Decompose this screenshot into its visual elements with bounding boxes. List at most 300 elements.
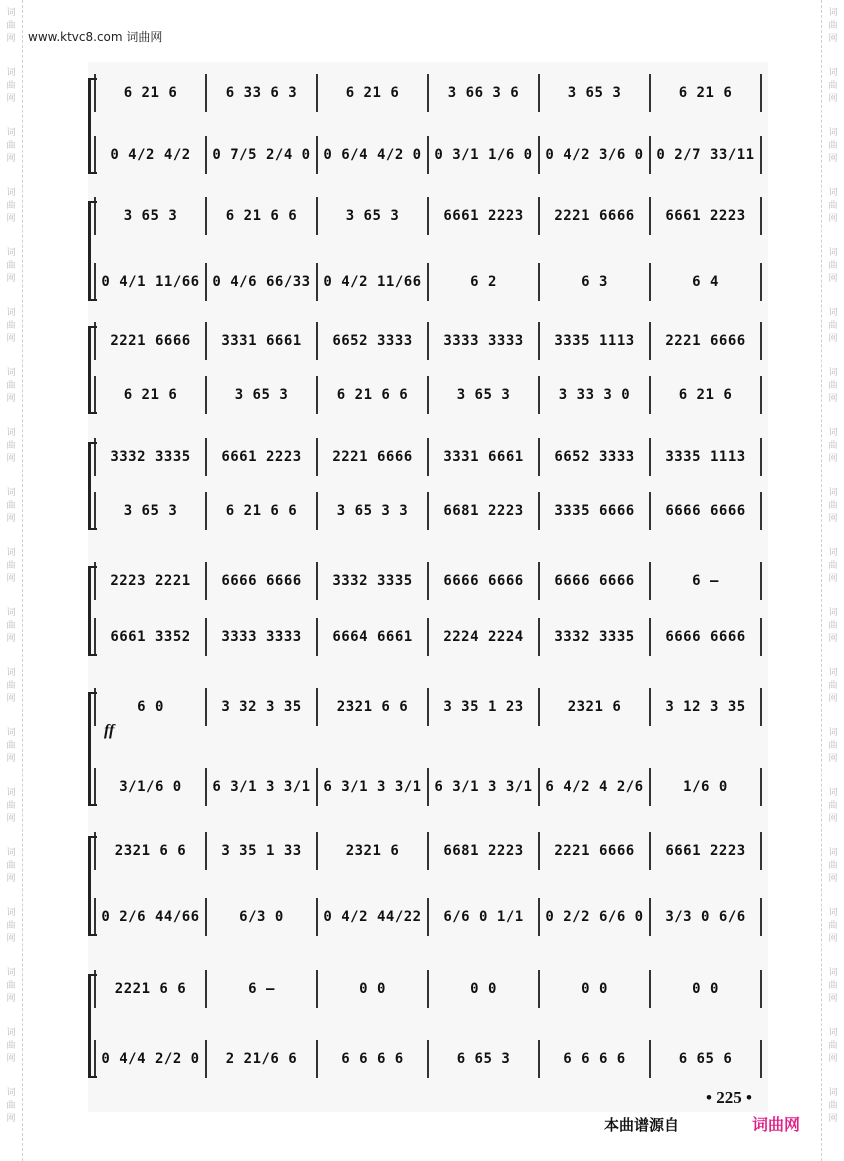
- measure-notes: 6 6 6 6: [563, 1051, 626, 1067]
- measure: [429, 562, 540, 600]
- measure: [651, 136, 762, 174]
- watermark-char: 曲: [6, 741, 16, 751]
- watermark-char: 词: [828, 1028, 838, 1038]
- right-watermark-strip: [821, 0, 844, 1161]
- watermark-char: 词: [6, 8, 16, 18]
- site-url: www.ktvc8.com 词曲网: [28, 30, 163, 44]
- watermark-char: 网: [828, 154, 838, 164]
- watermark-char: 词: [828, 428, 838, 438]
- measure: [651, 197, 762, 235]
- watermark-char: 词: [6, 548, 16, 558]
- watermark-char: 网: [6, 214, 16, 224]
- measure-notes: 2221 6666: [110, 333, 191, 349]
- watermark-char: 曲: [828, 1041, 838, 1051]
- measure: [318, 136, 429, 174]
- measure: [318, 970, 429, 1008]
- watermark-char: 曲: [828, 201, 838, 211]
- watermark-char: 曲: [6, 441, 16, 451]
- watermark-char: 词: [6, 128, 16, 138]
- system-bracket: [88, 326, 97, 414]
- watermark-char: 网: [6, 34, 16, 44]
- watermark-char: 词: [828, 188, 838, 198]
- measure-notes: 2321 6: [567, 699, 622, 715]
- measure-notes: 6681 2223: [443, 843, 524, 859]
- watermark-char: 词: [6, 308, 16, 318]
- watermark-char: 网: [6, 934, 16, 944]
- measure-notes: 6681 2223: [443, 503, 524, 519]
- measure: [318, 688, 429, 726]
- watermark-char: 曲: [828, 441, 838, 451]
- measure: [540, 618, 651, 656]
- watermark-char: 网: [6, 574, 16, 584]
- watermark-char: 网: [828, 1114, 838, 1124]
- measure: [540, 688, 651, 726]
- measure: [207, 768, 318, 806]
- measure-notes: 6664 6661: [332, 629, 413, 645]
- measure: [651, 263, 762, 301]
- watermark-char: 网: [6, 874, 16, 884]
- measure-notes: 6 6 6 6: [341, 1051, 404, 1067]
- measure-notes: 6 21 6: [123, 85, 178, 101]
- measure: [429, 136, 540, 174]
- watermark-char: 网: [828, 1054, 838, 1064]
- measure: [429, 438, 540, 476]
- measure: [207, 492, 318, 530]
- measure: [540, 970, 651, 1008]
- measure-notes: 0 0: [470, 981, 497, 997]
- watermark-char: 网: [828, 214, 838, 224]
- staff-upper-3: [94, 322, 762, 360]
- watermark-char: 曲: [6, 561, 16, 571]
- measure: [429, 1040, 540, 1078]
- measure-notes: 2221 6666: [554, 843, 635, 859]
- system-bracket: [88, 442, 97, 530]
- watermark-char: 词: [6, 968, 16, 978]
- measure-notes: 2221 6 6: [114, 981, 187, 997]
- watermark-char: 曲: [6, 621, 16, 631]
- watermark-char: 曲: [6, 81, 16, 91]
- measure-notes: 0 4/2 3/6 0: [545, 147, 644, 163]
- watermark-char: 词: [6, 368, 16, 378]
- measure: [207, 832, 318, 870]
- staff-lower-1: [94, 136, 762, 174]
- watermark-char: 曲: [6, 321, 16, 331]
- measure-notes: 3335 1113: [665, 449, 746, 465]
- staff-upper-2: [94, 197, 762, 235]
- measure: [94, 832, 207, 870]
- watermark-char: 词: [828, 608, 838, 618]
- measure: [540, 74, 651, 112]
- measure-notes: 0 7/5 2/4 0: [212, 147, 311, 163]
- watermark-char: 曲: [828, 741, 838, 751]
- measure-notes: 6 21 6: [123, 387, 178, 403]
- system-bracket: [88, 201, 97, 301]
- measure-notes: 6 3/1 3 3/1: [323, 779, 422, 795]
- measure: [540, 1040, 651, 1078]
- measure-notes: 3/3 0 6/6: [665, 909, 746, 925]
- measure-notes: 6 65 6: [678, 1051, 733, 1067]
- measure: [429, 618, 540, 656]
- measure-notes: 2321 6 6: [114, 843, 187, 859]
- watermark-char: 词: [6, 848, 16, 858]
- staff-lower-5: [94, 618, 762, 656]
- measure-notes: 3 65 3: [234, 387, 289, 403]
- watermark-char: 曲: [828, 501, 838, 511]
- watermark-char: 曲: [828, 381, 838, 391]
- measure: [94, 74, 207, 112]
- measure-notes: 3 35 1 23: [443, 699, 524, 715]
- watermark-char: 曲: [6, 801, 16, 811]
- measure-notes: 3335 1113: [554, 333, 635, 349]
- measure-notes: 0 4/1 11/66: [101, 274, 200, 290]
- watermark-char: 曲: [828, 561, 838, 571]
- measure: [94, 263, 207, 301]
- measure: [318, 197, 429, 235]
- staff-upper-8: [94, 970, 762, 1008]
- measure-notes: 6 21 6: [345, 85, 400, 101]
- measure-notes: 6 21 6 6: [225, 208, 298, 224]
- measure: [540, 136, 651, 174]
- measure-notes: 6 21 6: [678, 85, 733, 101]
- measure: [318, 322, 429, 360]
- measure-notes: 6 33 6 3: [225, 85, 298, 101]
- measure: [429, 688, 540, 726]
- measure: [429, 768, 540, 806]
- watermark-char: 曲: [6, 21, 16, 31]
- measure-notes: 3 35 1 33: [221, 843, 302, 859]
- watermark-char: 词: [6, 1028, 16, 1038]
- measure: [207, 898, 318, 936]
- staff-upper-6: [94, 688, 762, 726]
- watermark-char: 词: [828, 1088, 838, 1098]
- measure-notes: 6666 6666: [221, 573, 302, 589]
- measure-notes: 6 –: [692, 573, 719, 589]
- measure-notes: 6/6 0 1/1: [443, 909, 524, 925]
- page-number: • 225 •: [706, 1088, 752, 1107]
- watermark-char: 曲: [6, 1101, 16, 1111]
- measure: [540, 376, 651, 414]
- measure-notes: 0 4/2 4/2: [110, 147, 191, 163]
- watermark-char: 曲: [6, 141, 16, 151]
- watermark-char: 网: [828, 34, 838, 44]
- measure-notes: 0 6/4 4/2 0: [323, 147, 422, 163]
- watermark-char: 网: [6, 634, 16, 644]
- measure: [429, 492, 540, 530]
- watermark-char: 词: [6, 488, 16, 498]
- measure-notes: 6666 6666: [665, 629, 746, 645]
- measure: [207, 1040, 318, 1078]
- watermark-char: 曲: [828, 321, 838, 331]
- measure-notes: 3/1/6 0: [119, 779, 182, 795]
- measure-notes: 3 66 3 6: [447, 85, 520, 101]
- watermark-char: 词: [6, 788, 16, 798]
- measure: [207, 688, 318, 726]
- watermark-char: 曲: [6, 381, 16, 391]
- measure: [94, 197, 207, 235]
- watermark-char: 词: [828, 248, 838, 258]
- measure-notes: 3331 6661: [221, 333, 302, 349]
- watermark-char: 网: [828, 814, 838, 824]
- watermark-char: 词: [828, 68, 838, 78]
- measure-notes: 3 32 3 35: [221, 699, 302, 715]
- measure: [429, 376, 540, 414]
- watermark-char: 词: [828, 548, 838, 558]
- watermark-char: 词: [828, 848, 838, 858]
- measure: [94, 562, 207, 600]
- measure-notes: 1/6 0: [683, 779, 728, 795]
- staff-lower-6: [94, 768, 762, 806]
- watermark-char: 曲: [828, 861, 838, 871]
- watermark-char: 词: [6, 728, 16, 738]
- measure: [429, 197, 540, 235]
- measure: [429, 322, 540, 360]
- measure-notes: 6661 3352: [110, 629, 191, 645]
- measure: [207, 197, 318, 235]
- staff-lower-2: [94, 263, 762, 301]
- measure-notes: 3332 3335: [332, 573, 413, 589]
- measure: [429, 898, 540, 936]
- measure: [540, 438, 651, 476]
- watermark-char: 词: [828, 728, 838, 738]
- measure: [429, 263, 540, 301]
- measure: [207, 438, 318, 476]
- measure: [207, 263, 318, 301]
- measure: [651, 1040, 762, 1078]
- measure: [207, 136, 318, 174]
- watermark-char: 词: [828, 908, 838, 918]
- system-bracket: [88, 78, 97, 174]
- measure-notes: 0 0: [692, 981, 719, 997]
- measure-notes: 3333 3333: [443, 333, 524, 349]
- measure-notes: 3 65 3: [345, 208, 400, 224]
- measure-notes: 6 0: [137, 699, 164, 715]
- watermark-char: 网: [6, 1054, 16, 1064]
- watermark-char: 网: [6, 754, 16, 764]
- measure: [318, 562, 429, 600]
- measure-notes: 3331 6661: [443, 449, 524, 465]
- measure-notes: 6666 6666: [665, 503, 746, 519]
- watermark-char: 词: [6, 608, 16, 618]
- measure-notes: 0 4/2 44/22: [323, 909, 422, 925]
- measure-notes: 6 –: [248, 981, 275, 997]
- staff-lower-8: [94, 1040, 762, 1078]
- watermark-char: 网: [828, 274, 838, 284]
- watermark-char: 网: [6, 274, 16, 284]
- watermark-char: 曲: [6, 201, 16, 211]
- measure: [94, 1040, 207, 1078]
- measure: [429, 832, 540, 870]
- watermark-char: 网: [828, 94, 838, 104]
- measure: [318, 618, 429, 656]
- staff-lower-4: [94, 492, 762, 530]
- watermark-char: 词: [6, 188, 16, 198]
- measure: [318, 898, 429, 936]
- watermark-char: 网: [828, 874, 838, 884]
- watermark-char: 曲: [828, 921, 838, 931]
- watermark-char: 网: [6, 994, 16, 1004]
- measure-notes: 6661 2223: [665, 208, 746, 224]
- measure-notes: 6661 2223: [221, 449, 302, 465]
- measure-notes: 0 0: [359, 981, 386, 997]
- brand-link[interactable]: 词曲网: [752, 1115, 801, 1134]
- watermark-char: 曲: [828, 1101, 838, 1111]
- watermark-char: 网: [6, 814, 16, 824]
- measure: [651, 688, 762, 726]
- measure-notes: 6/3 0: [239, 909, 284, 925]
- measure-notes: 0 2/6 44/66: [101, 909, 200, 925]
- watermark-char: 词: [828, 368, 838, 378]
- measure: [94, 136, 207, 174]
- watermark-char: 词: [828, 668, 838, 678]
- watermark-char: 词: [6, 248, 16, 258]
- watermark-char: 网: [6, 94, 16, 104]
- watermark-char: 曲: [828, 141, 838, 151]
- watermark-char: 词: [6, 428, 16, 438]
- measure-notes: 6 4/2 4 2/6: [545, 779, 644, 795]
- measure: [651, 376, 762, 414]
- measure-notes: 2321 6 6: [336, 699, 409, 715]
- watermark-char: 词: [828, 8, 838, 18]
- measure-notes: 3 12 3 35: [665, 699, 746, 715]
- measure-notes: 6 21 6 6: [225, 503, 298, 519]
- system-bracket: [88, 836, 97, 936]
- watermark-char: 曲: [828, 261, 838, 271]
- measure-notes: 3332 3335: [110, 449, 191, 465]
- staff-upper-4: [94, 438, 762, 476]
- staff-upper-5: [94, 562, 762, 600]
- watermark-char: 词: [6, 668, 16, 678]
- measure-notes: 0 2/7 33/11: [656, 147, 755, 163]
- watermark-char: 曲: [828, 621, 838, 631]
- watermark-char: 网: [6, 394, 16, 404]
- measure-notes: 3 33 3 0: [558, 387, 631, 403]
- watermark-char: 词: [6, 908, 16, 918]
- system-bracket: [88, 566, 97, 656]
- watermark-char: 网: [6, 694, 16, 704]
- measure-notes: 3 65 3: [456, 387, 511, 403]
- measure: [651, 74, 762, 112]
- watermark-char: 网: [828, 334, 838, 344]
- measure: [94, 768, 207, 806]
- measure-notes: 3335 6666: [554, 503, 635, 519]
- watermark-char: 曲: [6, 501, 16, 511]
- watermark-char: 曲: [6, 1041, 16, 1051]
- measure: [651, 768, 762, 806]
- watermark-char: 曲: [828, 681, 838, 691]
- measure: [429, 970, 540, 1008]
- measure-notes: 3 65 3: [123, 208, 178, 224]
- watermark-char: 曲: [828, 981, 838, 991]
- watermark-char: 曲: [6, 981, 16, 991]
- measure-notes: 2 21/6 6: [225, 1051, 298, 1067]
- watermark-char: 网: [828, 754, 838, 764]
- staff-upper-1: [94, 74, 762, 112]
- measure: [207, 970, 318, 1008]
- measure-notes: 6661 2223: [665, 843, 746, 859]
- measure: [94, 898, 207, 936]
- measure-notes: 0 4/4 2/2 0: [101, 1051, 200, 1067]
- watermark-char: 曲: [828, 81, 838, 91]
- measure-notes: 2221 6666: [665, 333, 746, 349]
- watermark-char: 网: [828, 514, 838, 524]
- watermark-char: 曲: [6, 681, 16, 691]
- measure: [651, 898, 762, 936]
- measure-notes: 3333 3333: [221, 629, 302, 645]
- measure: [94, 618, 207, 656]
- measure: [651, 832, 762, 870]
- measure: [94, 970, 207, 1008]
- measure: [540, 768, 651, 806]
- measure-notes: 2321 6: [345, 843, 400, 859]
- measure: [540, 562, 651, 600]
- measure-notes: 3 65 3: [567, 85, 622, 101]
- staff-lower-7: [94, 898, 762, 936]
- measure: [207, 562, 318, 600]
- watermark-char: 曲: [6, 861, 16, 871]
- measure: [318, 768, 429, 806]
- measure-notes: 6 3/1 3 3/1: [434, 779, 533, 795]
- measure-notes: 0 4/6 66/33: [212, 274, 311, 290]
- watermark-char: 词: [828, 128, 838, 138]
- measure: [318, 74, 429, 112]
- watermark-char: 网: [828, 934, 838, 944]
- measure-notes: 2221 6666: [332, 449, 413, 465]
- measure: [207, 376, 318, 414]
- measure: [540, 263, 651, 301]
- watermark-char: 网: [828, 574, 838, 584]
- system-bracket: [88, 974, 97, 1078]
- measure-notes: 6661 2223: [443, 208, 524, 224]
- watermark-char: 词: [6, 1088, 16, 1098]
- watermark-char: 曲: [828, 801, 838, 811]
- measure: [94, 438, 207, 476]
- measure: [651, 618, 762, 656]
- measure-notes: 6666 6666: [554, 573, 635, 589]
- watermark-char: 网: [6, 334, 16, 344]
- measure: [651, 562, 762, 600]
- measure-notes: 6 3: [581, 274, 608, 290]
- watermark-char: 曲: [6, 921, 16, 931]
- watermark-char: 词: [828, 488, 838, 498]
- measure-notes: 3 65 3 3: [336, 503, 409, 519]
- measure: [651, 438, 762, 476]
- measure: [429, 74, 540, 112]
- measure-notes: 6 2: [470, 274, 497, 290]
- measure: [207, 618, 318, 656]
- watermark-char: 网: [828, 634, 838, 644]
- measure-notes: 6 21 6: [678, 387, 733, 403]
- measure: [94, 492, 207, 530]
- measure-notes: 0 2/2 6/6 0: [545, 909, 644, 925]
- measure: [318, 263, 429, 301]
- measure: [94, 376, 207, 414]
- watermark-char: 网: [6, 1114, 16, 1124]
- watermark-char: 网: [828, 394, 838, 404]
- measure: [540, 492, 651, 530]
- measure-notes: 6666 6666: [443, 573, 524, 589]
- measure: [540, 322, 651, 360]
- measure: [540, 197, 651, 235]
- source-text: 本曲谱源自: [604, 1116, 680, 1134]
- measure: [651, 492, 762, 530]
- watermark-char: 词: [828, 308, 838, 318]
- measure-notes: 3332 3335: [554, 629, 635, 645]
- measure-notes: 6652 3333: [332, 333, 413, 349]
- measure-notes: 0 4/2 11/66: [323, 274, 422, 290]
- measure-notes: 3 65 3: [123, 503, 178, 519]
- left-watermark-strip: [0, 0, 23, 1161]
- watermark-char: 网: [6, 154, 16, 164]
